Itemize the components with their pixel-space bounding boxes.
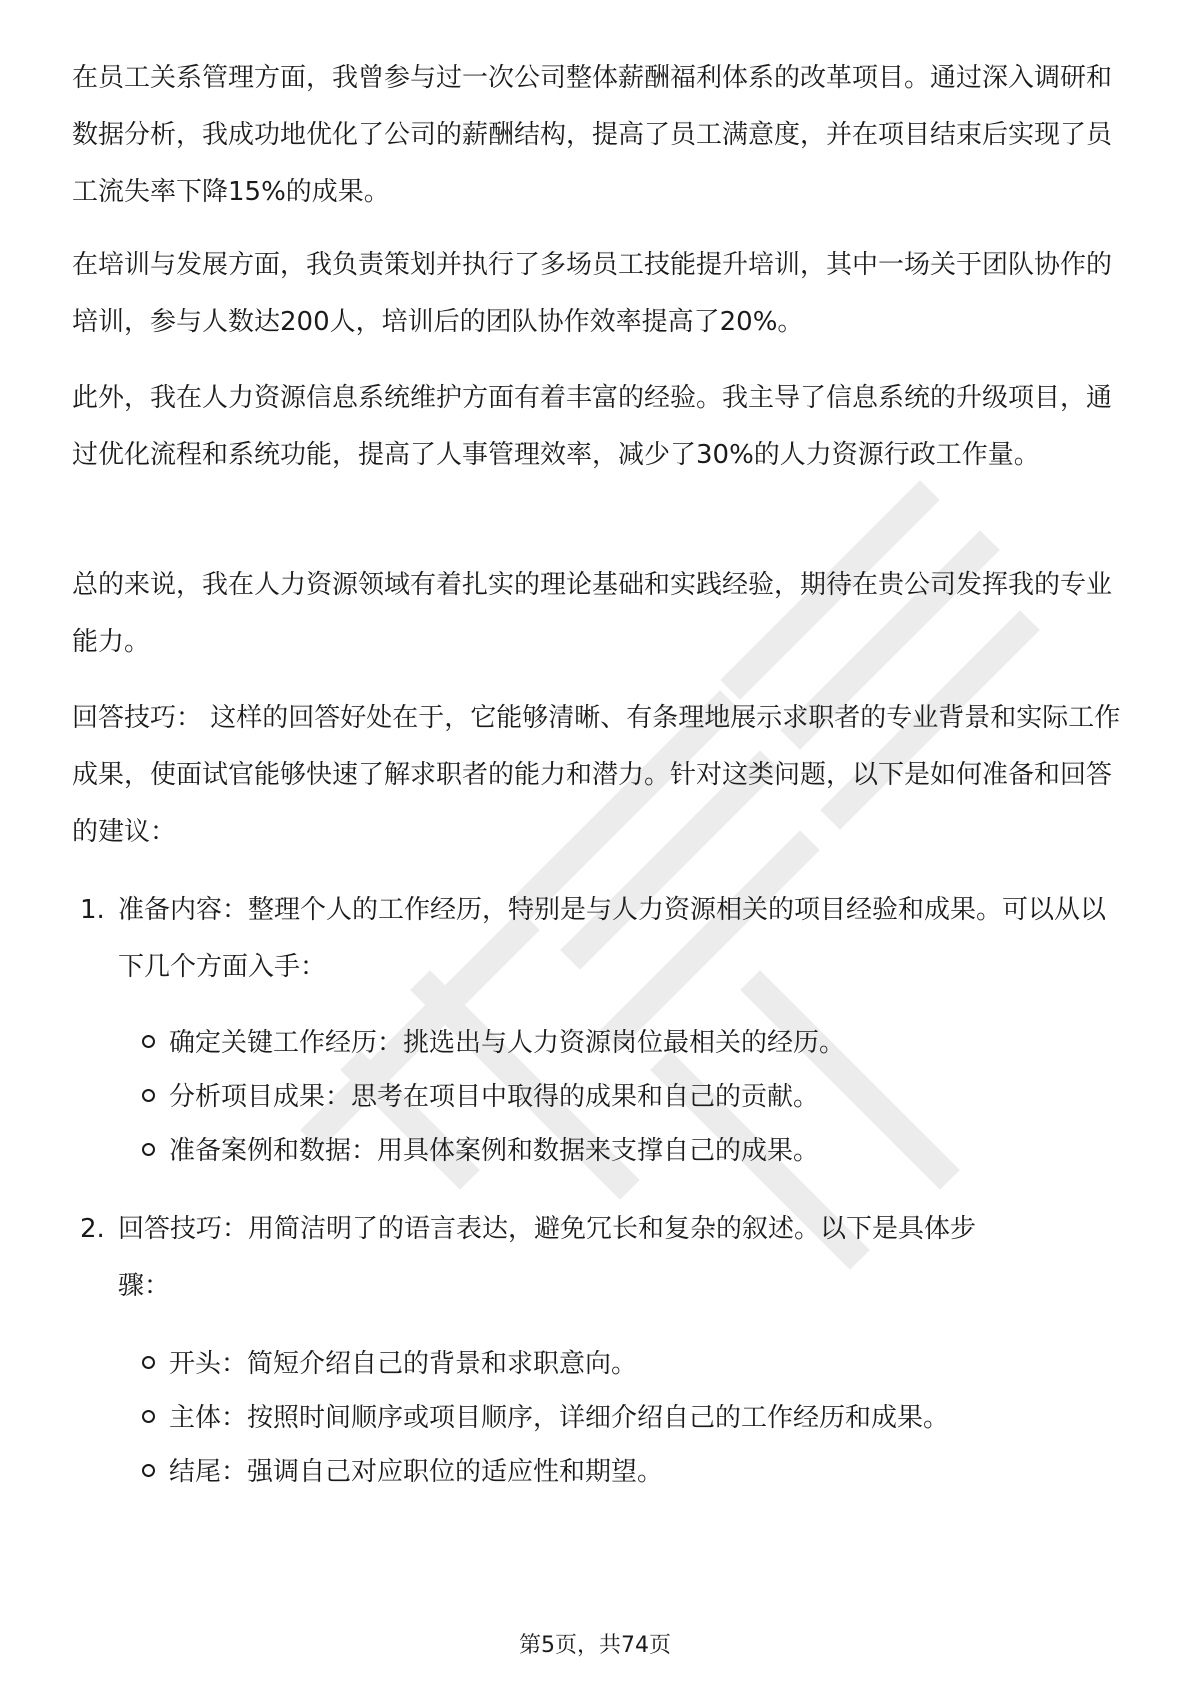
- paragraph-training: 在培训与发展方面，我负责策划并执行了多场员工技能提升培训，其中一场关于团队协作的培训，参与人数达200人，培训后的团队协作效率提高了20%。: [72, 250, 1113, 337]
- paragraph-answer-tips: 回答技巧： 这样的回答好处在于，它能够清晰、有条理地展示求职者的专业背景和实际工作成果，使面试官能够快速了解求职者的能力和潜力。针对这类问题，以下是如何准备和回答的建议：: [72, 703, 1121, 847]
- list-item: 确定关键工作经历：挑选出与人力资源岗位最相关的经历。: [142, 1015, 845, 1072]
- paragraph-hris: 此外，我在人力资源信息系统维护方面有着丰富的经验。我主导了信息系统的升级项目，通过优化流程和系统功能，提高了人事管理效率，减少了30%的人力资源行政工作量。: [72, 383, 1113, 470]
- hollow-bullet-icon: [142, 1464, 155, 1477]
- paragraph-employee-relations: 在员工关系管理方面，我曾参与过一次公司整体薪酬福利体系的改革项目。通过深入调研和数据分析，我成功地优化了公司的薪酬结构，提高了员工满意度，并在项目结束后实现了员工流失率下降15%的成果。: [72, 63, 1113, 207]
- hollow-bullet-icon: [142, 1410, 155, 1423]
- paragraph-summary: 总的来说，我在人力资源领域有着扎实的理论基础和实践经验，期待在贵公司发挥我的专业能力。: [72, 570, 1113, 657]
- list-item: 准备案例和数据：用具体案例和数据来支撑自己的成果。: [142, 1123, 819, 1180]
- list-item-prepare-content: 准备内容：整理个人的工作经历，特别是与人力资源相关的项目经验和成果。可以从以下几个方面入手：: [118, 895, 1107, 982]
- list-item-answer-skills: 回答技巧：用简洁明了的语言表达，避免冗长和复杂的叙述。以下是具体步骤：: [118, 1214, 977, 1301]
- hollow-bullet-icon: [142, 1089, 155, 1102]
- hollow-bullet-icon: [142, 1356, 155, 1369]
- hollow-bullet-icon: [142, 1143, 155, 1156]
- hollow-bullet-icon: [142, 1035, 155, 1048]
- list-item: 分析项目成果：思考在项目中取得的成果和自己的贡献。: [142, 1069, 819, 1126]
- list-item: 结尾：强调自己对应职位的适应性和期望。: [142, 1444, 663, 1501]
- list-item: 开头：简短介绍自己的背景和求职意向。: [142, 1336, 637, 1393]
- list-number-2: 2.: [80, 1214, 105, 1244]
- list-item: 主体：按照时间顺序或项目顺序，详细介绍自己的工作经历和成果。: [142, 1390, 949, 1447]
- page-number-footer: 第5页，共74页: [519, 1633, 671, 1658]
- list-number-1: 1.: [80, 895, 105, 925]
